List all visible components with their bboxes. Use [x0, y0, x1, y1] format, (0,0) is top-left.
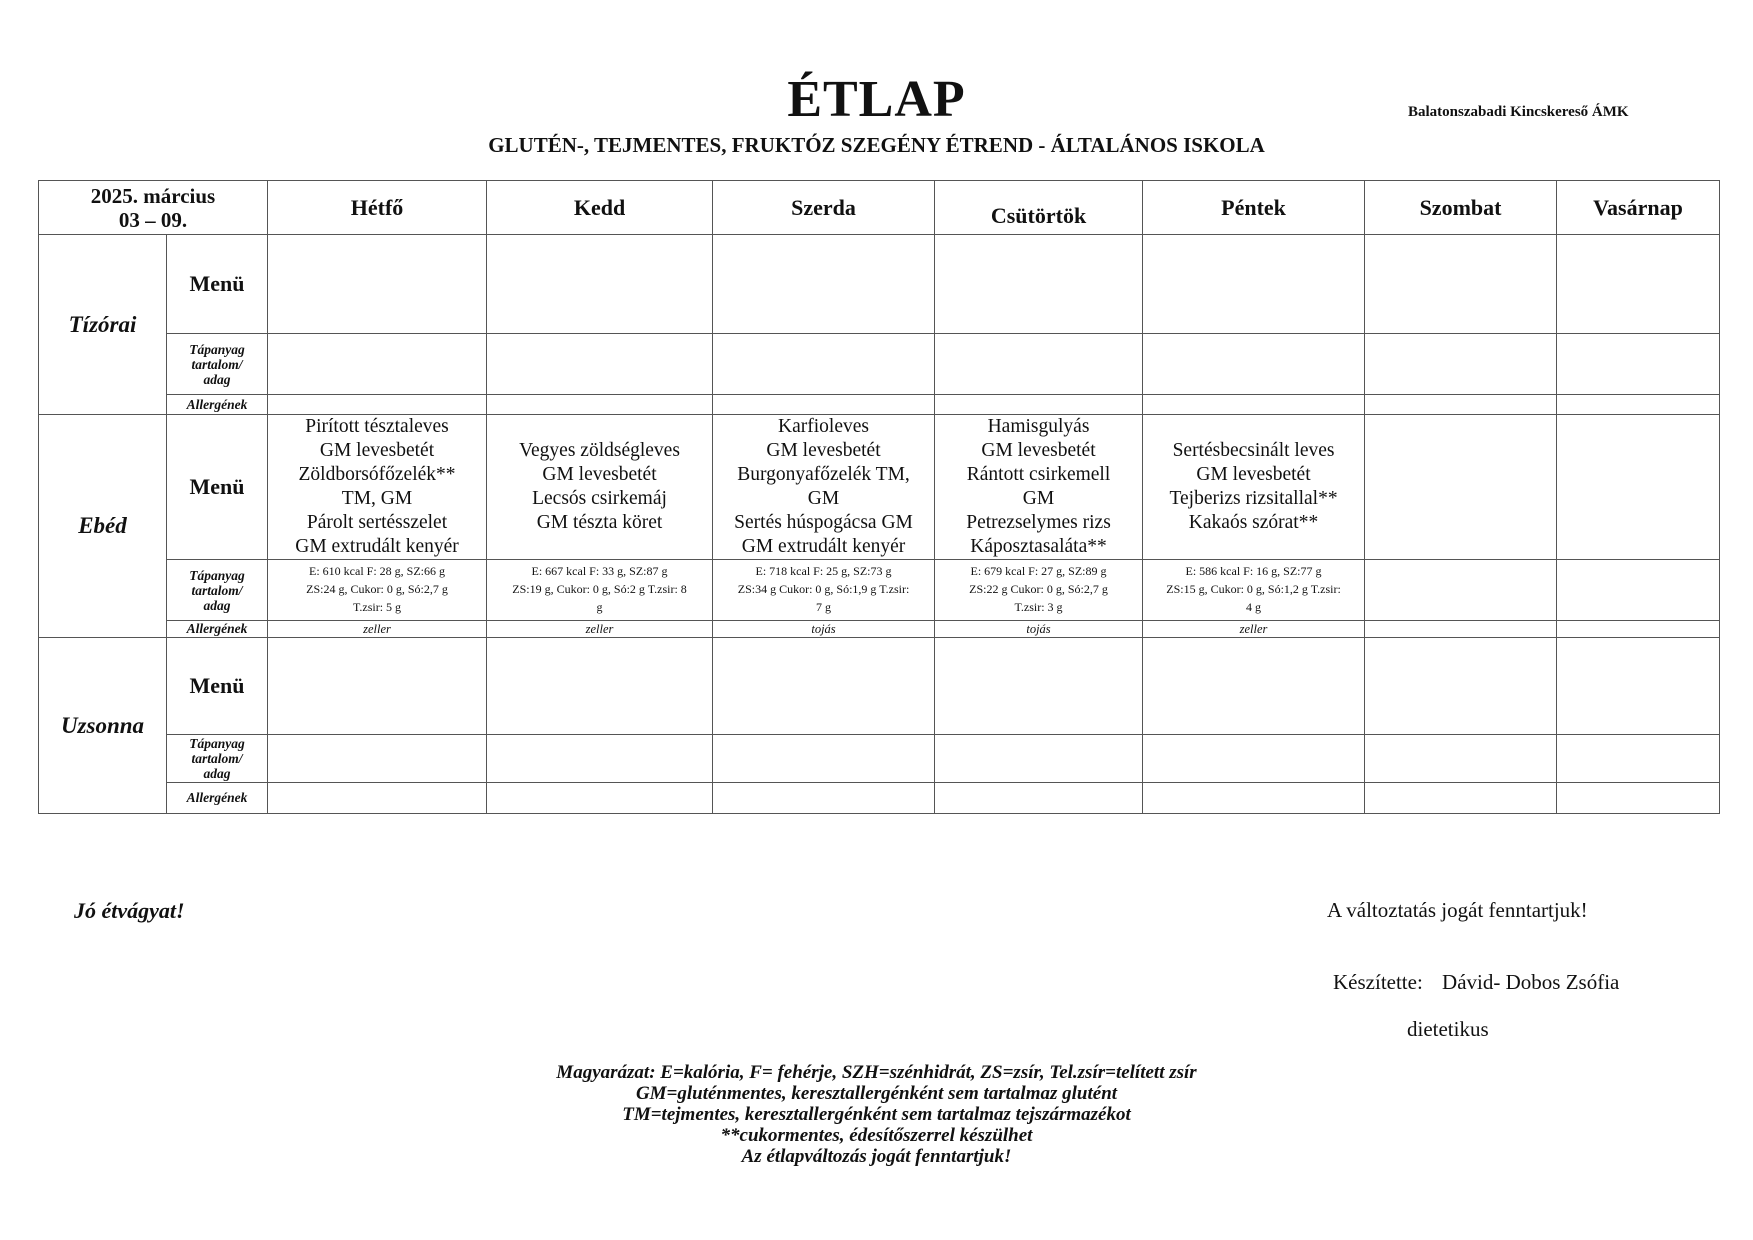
dish-line: GM levesbetét — [542, 464, 657, 485]
day-header-sunday: Vasárnap — [1557, 181, 1720, 235]
row-label-nutrients-line: tartalom/ — [191, 356, 243, 372]
allergen-cell-tuesday: zeller — [487, 621, 713, 638]
row-label-allergens: Allergének — [167, 783, 268, 814]
dish-line: Rántott csirkemell — [966, 464, 1111, 485]
ebed-menu-row — [39, 415, 1720, 560]
menu-cell — [1143, 235, 1365, 334]
dish-line: GM levesbetét — [981, 440, 1096, 461]
day-header-thursday: Csütörtök — [935, 181, 1143, 235]
dish-line: Káposztasaláta** — [970, 536, 1107, 557]
nutrient-cell-wednesday — [713, 560, 935, 621]
menu-cell-sunday — [1557, 415, 1720, 560]
menu-cell-tuesday — [487, 415, 713, 560]
nutrient-cell — [1557, 735, 1720, 783]
dish-line: GM extrudált kenyér — [741, 536, 906, 557]
day-header-wednesday: Szerda — [713, 181, 935, 235]
menu-cell — [1365, 235, 1557, 334]
row-label-nutrients — [167, 735, 268, 783]
menu-cell — [1143, 638, 1365, 735]
nutrient-cell — [1143, 735, 1365, 783]
row-label-nutrients — [167, 334, 268, 395]
row-label-nutrients-line: tartalom/ — [191, 582, 243, 598]
dish-line: GM tészta köret — [536, 512, 663, 533]
uzsonna-allergen-row — [39, 783, 1720, 814]
dish-line: Burgonyafőzelék TM, — [737, 464, 910, 485]
dish-line: Vegyes zöldségleves — [519, 440, 680, 461]
greeting-text: Jó étvágyat! — [74, 898, 185, 923]
dish-line: GM extrudált kenyér — [295, 536, 459, 557]
nutrient-cell — [713, 735, 935, 783]
date-range-month: 2025. március — [90, 183, 216, 208]
ebed-allergen-row — [39, 621, 1720, 638]
nutrient-cell — [268, 334, 487, 395]
page-title: ÉTLAP — [787, 71, 966, 128]
change-notice: A változtatás jogát fenntartjuk! — [1327, 898, 1588, 922]
nutrient-line: ZS:19 g, Cukor: 0 g, Só:2 g T.zsir: 8 — [512, 582, 687, 596]
menu-cell — [268, 235, 487, 334]
row-label-nutrients-line: adag — [203, 766, 231, 781]
nutrient-line: ZS:24 g, Cukor: 0 g, Só:2,7 g — [306, 582, 448, 596]
menu-cell-wednesday — [713, 415, 935, 560]
row-label-nutrients — [167, 560, 268, 621]
dish-line: Tejberizs rizsitallal** — [1169, 488, 1338, 509]
meal-label-ebed: Ebéd — [39, 415, 167, 638]
dish-line: Karfioleves — [778, 416, 869, 437]
nutrient-cell — [268, 735, 487, 783]
day-header-monday: Hétfő — [268, 181, 487, 235]
menu-cell-thursday — [935, 415, 1143, 560]
nutrient-line: E: 718 kcal F: 25 g, SZ:73 g — [755, 564, 892, 578]
allergen-cell — [935, 783, 1143, 814]
nutrient-cell — [487, 334, 713, 395]
row-label-nutrients-line: adag — [203, 597, 231, 613]
institution-name: Balatonszabadi Kincskereső ÁMK — [1408, 104, 1629, 120]
nutrient-cell — [935, 334, 1143, 395]
nutrient-line: ZS:15 g, Cukor: 0 g, Só:1,2 g T.zsir: — [1166, 582, 1341, 596]
allergen-cell — [268, 783, 487, 814]
menu-cell — [713, 638, 935, 735]
nutrient-cell — [935, 735, 1143, 783]
allergen-cell — [1365, 395, 1557, 415]
nutrient-line: T.zsir: 3 g — [1014, 600, 1063, 614]
nutrient-cell-friday — [1143, 560, 1365, 621]
dish-line: Petrezselymes rizs — [966, 512, 1111, 533]
nutrient-line: E: 610 kcal F: 28 g, SZ:66 g — [309, 564, 446, 578]
author-label: Készítette: — [1333, 970, 1423, 994]
menu-cell — [1557, 235, 1720, 334]
nutrient-line: ZS:34 g Cukor: 0 g, Só:1,9 g T.zsir: — [737, 582, 910, 596]
date-range-cell — [39, 181, 268, 235]
nutrient-cell-sunday — [1557, 560, 1720, 621]
row-label-allergens: Allergének — [167, 395, 268, 415]
dish-line: Sertés húspogácsa GM — [734, 512, 913, 533]
allergen-cell-friday: zeller — [1143, 621, 1365, 638]
day-header-friday: Péntek — [1143, 181, 1365, 235]
nutrient-line: T.zsir: 5 g — [352, 600, 402, 614]
day-header-row — [39, 181, 1720, 235]
nutrient-cell — [1365, 334, 1557, 395]
allergen-cell-saturday — [1365, 621, 1557, 638]
nutrient-line: E: 667 kcal F: 33 g, SZ:87 g — [531, 564, 668, 578]
row-label-nutrients-line: tartalom/ — [191, 751, 243, 766]
menu-cell — [1365, 638, 1557, 735]
nutrient-line: g — [596, 600, 603, 614]
allergen-cell — [1365, 783, 1557, 814]
day-header-tuesday: Kedd — [487, 181, 713, 235]
menu-cell — [268, 638, 487, 735]
allergen-cell — [935, 395, 1143, 415]
allergen-cell-thursday: tojás — [935, 621, 1143, 638]
allergen-cell — [713, 395, 935, 415]
tizorai-nutrient-row — [39, 334, 1720, 395]
menu-cell — [935, 235, 1143, 334]
allergen-cell — [1143, 783, 1365, 814]
author-line — [1333, 970, 1619, 995]
nutrient-line: ZS:22 g Cukor: 0 g, Só:2,7 g — [969, 582, 1108, 596]
allergen-cell-monday: zeller — [268, 621, 487, 638]
nutrient-cell — [1365, 735, 1557, 783]
dish-line: GM levesbetét — [1196, 464, 1311, 485]
dish-line: Lecsós csirkemáj — [532, 488, 667, 509]
allergen-cell — [268, 395, 487, 415]
date-range-days: 03 – 09. — [118, 207, 188, 232]
nutrient-cell — [1557, 334, 1720, 395]
legend-line: Magyarázat: E=kalória, F= fehérje, SZH=szénhidrát, ZS=zsír, Tel.zsír=telített zsír — [556, 1062, 1197, 1083]
nutrient-cell-monday — [268, 560, 487, 621]
legend-line: **cukormentes, édesítőszerrel készülhet — [720, 1125, 1033, 1146]
legend-line: GM=gluténmentes, keresztallergénként sem tartalmaz glutént — [635, 1083, 1118, 1104]
menu-cell — [487, 638, 713, 735]
dish-line: Párolt sertésszelet — [306, 512, 448, 533]
row-label-menu: Menü — [167, 415, 268, 560]
nutrient-line: E: 586 kcal F: 16 g, SZ:77 g — [1185, 564, 1322, 578]
dish-line: Hamisgulyás — [987, 416, 1090, 437]
meal-label-uzsonna: Uzsonna — [39, 638, 167, 814]
nutrient-cell — [487, 735, 713, 783]
page-subtitle: GLUTÉN-, TEJMENTES, FRUKTÓZ SZEGÉNY ÉTREND - ÁLTALÁNOS ISKOLA — [488, 133, 1265, 157]
author-role: dietetikus — [1407, 1017, 1489, 1041]
tizorai-menu-row — [39, 235, 1720, 334]
row-label-allergens: Allergének — [167, 621, 268, 638]
dish-line: GM — [807, 488, 840, 509]
day-header-saturday: Szombat — [1365, 181, 1557, 235]
menu-cell-friday — [1143, 415, 1365, 560]
tizorai-allergen-row — [39, 395, 1720, 415]
row-label-nutrients-line: Tápanyag — [189, 567, 245, 583]
row-label-nutrients-line: Tápanyag — [189, 736, 245, 751]
dish-line: Kakaós szórat** — [1188, 512, 1319, 533]
legend-block — [0, 1062, 1753, 1167]
dish-line: GM — [1022, 488, 1055, 509]
menu-cell-saturday — [1365, 415, 1557, 560]
nutrient-cell — [713, 334, 935, 395]
nutrient-cell — [1143, 334, 1365, 395]
nutrient-cell-saturday — [1365, 560, 1557, 621]
nutrient-cell-tuesday — [487, 560, 713, 621]
dish-line: Sertésbecsinált leves — [1172, 440, 1335, 461]
dish-line: TM, GM — [341, 488, 413, 509]
row-label-menu: Menü — [167, 638, 268, 735]
dish-line: Pirított tésztaleves — [305, 416, 449, 437]
legend-line: TM=tejmentes, keresztallergénként sem tartalmaz tejszármazékot — [622, 1104, 1131, 1125]
author-name: Dávid- Dobos Zsófia — [1442, 970, 1620, 994]
nutrient-line: 7 g — [816, 600, 832, 614]
allergen-cell — [487, 783, 713, 814]
ebed-nutrient-row — [39, 560, 1720, 621]
menu-cell — [713, 235, 935, 334]
menu-cell — [1557, 638, 1720, 735]
meal-label-tizorai: Tízórai — [39, 235, 167, 415]
legend-line: Az étlapváltozás jogát fenntartjuk! — [741, 1146, 1012, 1167]
dish-line: GM levesbetét — [766, 440, 881, 461]
row-label-menu: Menü — [167, 235, 268, 334]
nutrient-line: 4 g — [1246, 600, 1262, 614]
dish-line: GM levesbetét — [319, 440, 435, 461]
allergen-cell — [1557, 783, 1720, 814]
allergen-cell — [1557, 395, 1720, 415]
dish-line: Zöldborsófőzelék** — [298, 464, 456, 485]
menu-table — [38, 180, 1720, 814]
nutrient-line: E: 679 kcal F: 27 g, SZ:89 g — [970, 564, 1107, 578]
row-label-nutrients-line: adag — [203, 371, 231, 387]
menu-cell — [487, 235, 713, 334]
uzsonna-nutrient-row — [39, 735, 1720, 783]
uzsonna-menu-row — [39, 638, 1720, 735]
allergen-cell-wednesday: tojás — [713, 621, 935, 638]
nutrient-cell-thursday — [935, 560, 1143, 621]
row-label-nutrients-line: Tápanyag — [189, 341, 245, 357]
allergen-cell-sunday — [1557, 621, 1720, 638]
menu-cell — [935, 638, 1143, 735]
menu-cell-monday — [268, 415, 487, 560]
allergen-cell — [713, 783, 935, 814]
allergen-cell — [1143, 395, 1365, 415]
allergen-cell — [487, 395, 713, 415]
